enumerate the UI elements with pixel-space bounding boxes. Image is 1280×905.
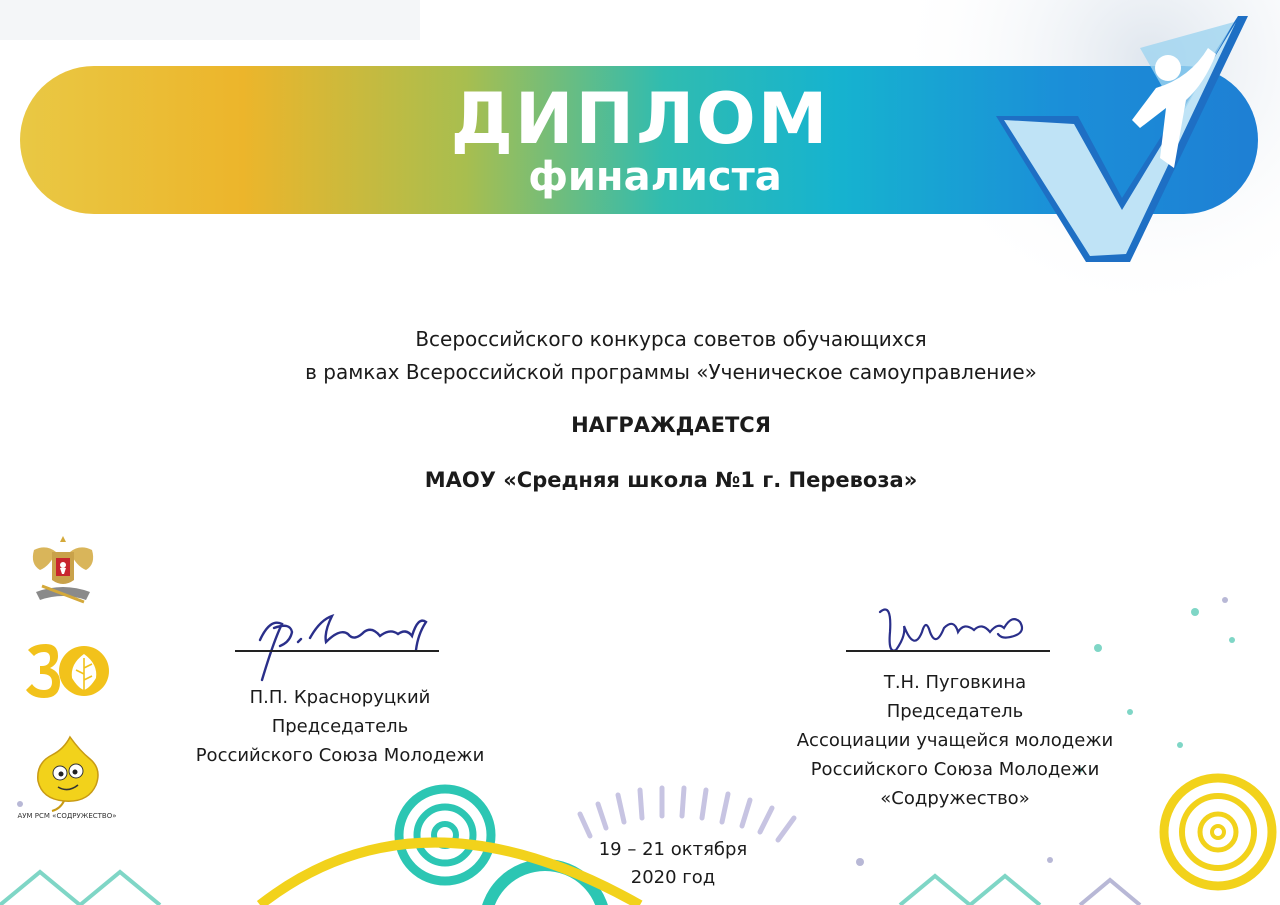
signatory-left [160,683,520,770]
checkmark-person-logo [990,8,1250,270]
signatory-right-organization-1: Ассоциации учащейся молодежи [796,730,1114,751]
event-dates [560,836,786,892]
leaf-mascot-logo [30,733,106,813]
signature-line-left [235,650,439,652]
signatory-right-position: Председатель [886,701,1024,722]
signatory-left-name: П.П. Красноруцкий [249,687,431,708]
signatory-right-organization-2: Российского Союза Молодежи [810,759,1100,780]
event-dates-range: 19 – 21 октября [598,839,748,860]
ministry-emblem-icon [26,530,100,612]
signatory-right-name: Т.Н. Пуговкина [883,672,1027,693]
diploma-title: ДИПЛОМ [450,78,830,160]
contest-line-1: Всероссийского конкурса советов обучающихся [415,327,927,351]
signatory-left-position: Председатель [271,716,409,737]
signature-line-right [846,650,1050,652]
mascot-caption: АУМ РСМ «СОДРУЖЕСТВО» [17,812,117,820]
event-year: 2020 год [630,867,716,888]
contest-line-2: в рамках Всероссийской программы «Ученическое самоуправление» [305,360,1037,384]
signature-right [870,592,1030,672]
signatory-right-organization-3: «Содружество» [880,788,1030,809]
awarded-heading: НАГРАЖДАЕТСЯ [571,413,771,437]
signatory-left-organization: Российского Союза Молодежи [195,745,485,766]
diploma-subtitle: финалиста [528,154,782,200]
signature-left [240,598,430,684]
signatory-right [760,668,1150,813]
30-anniversary-logo [24,640,110,702]
recipient-name: МАОУ «Средняя школа №1 г. Перевоза» [424,468,918,492]
